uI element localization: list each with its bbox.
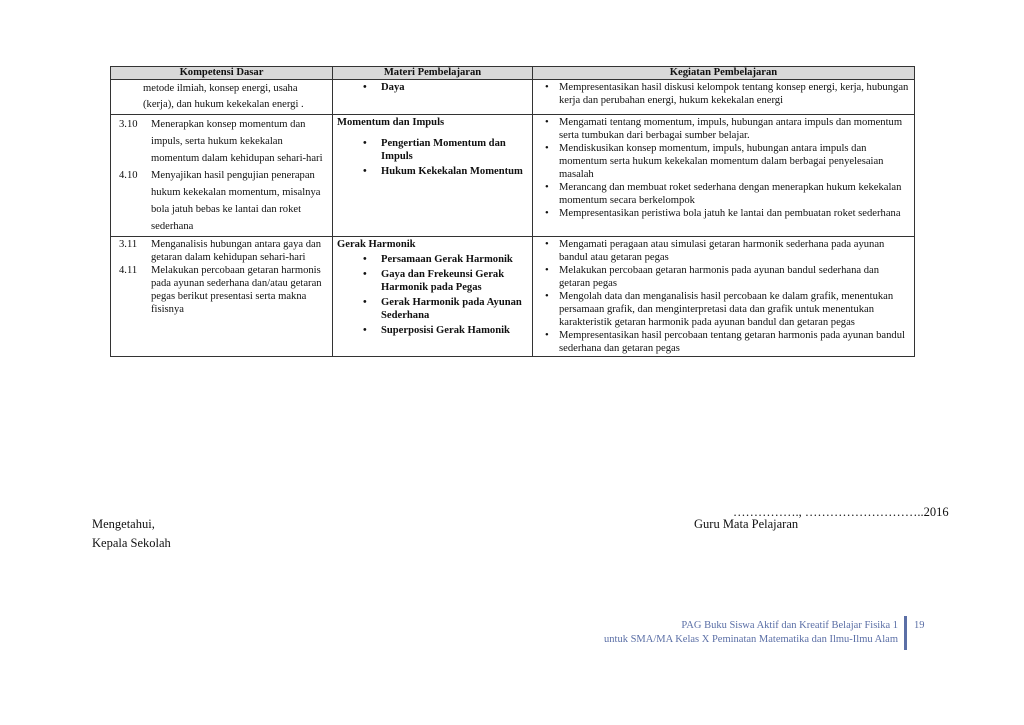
- materi-item: • Hukum Kekekalan Momentum: [337, 165, 528, 178]
- kd-cell: [111, 80, 333, 115]
- materi-item: • Persamaan Gerak Harmonik: [337, 253, 528, 266]
- header-materi-pembelajaran: Materi Pembelajaran: [333, 67, 533, 80]
- kd-number: 4.11: [119, 265, 138, 276]
- kd-item: [119, 264, 328, 316]
- kd-text: Menyajikan hasil pengujian penerapan hukum kekekalan momentum, misalnya bola jatuh bebas ke lantai dan roket sederhana: [151, 170, 321, 232]
- table-row: [111, 80, 915, 115]
- kegiatan-cell: [533, 237, 915, 357]
- kegiatan-item: • Melakukan percobaan getaran harmonis pada ayunan bandul sederhana dan getaran pegas: [537, 264, 910, 290]
- materi-item: • Gerak Harmonik pada Ayunan Sederhana: [337, 296, 528, 322]
- signature-acknowledged: Mengetahui,: [92, 517, 155, 531]
- kd-item: [119, 167, 328, 235]
- header-kompetensi-dasar: Kompetensi Dasar: [111, 67, 333, 80]
- signature-principal: Kepala Sekolah: [92, 536, 171, 550]
- kd-cell: [111, 115, 333, 237]
- signature-date-line: ……………., ………………………..2016: [733, 505, 949, 519]
- kegiatan-item: • Mengamati peragaan atau simulasi getaran harmonik sederhana pada ayunan bandul atau getaran pegas: [537, 238, 910, 264]
- kegiatan-item: • Merancang dan membuat roket sederhana dengan menerapkan hukum kekekalan momentum secara berkelompok: [537, 181, 910, 207]
- kegiatan-list: [537, 116, 910, 220]
- kegiatan-item: • Mendiskusikan konsep momentum, impuls, hubungan antara impuls dan momentum serta hukum kekekalan momentum dalam berbagai penyelesaian masalah: [537, 142, 910, 181]
- kegiatan-item: • Mempresentasikan hasil percobaan tentang getaran harmonis pada ayunan bandul sederhana dan getaran pegas: [537, 329, 910, 355]
- kegiatan-item: • Mempresentasikan hasil diskusi kelompok tentang konsep energi, kerja, hubungan kerja dan perubahan energi, hukum kekekalan energi: [537, 81, 910, 107]
- kegiatan-list: [537, 238, 910, 355]
- materi-cell: [333, 115, 533, 237]
- kd-text: Menganalisis hubungan antara gaya dan getaran dalam kehidupan sehari-hari: [151, 239, 322, 263]
- kd-item: [119, 238, 328, 264]
- kd-number: 3.11: [119, 239, 138, 250]
- materi-list: [337, 81, 528, 94]
- page-number: 19: [914, 620, 925, 631]
- kegiatan-item: • Mempresentasikan peristiwa bola jatuh ke lantai dan pembuatan roket sederhana: [537, 207, 910, 220]
- materi-list: [337, 137, 528, 178]
- learning-plan-table: [110, 66, 915, 357]
- table-header-row: [111, 67, 915, 80]
- materi-heading: Gerak Harmonik: [337, 239, 416, 250]
- footer-book-title: PAG Buku Siswa Aktif dan Kreatif Belajar Fisika 1: [681, 620, 898, 631]
- kd-text: Melakukan percobaan getaran harmonis pada ayunan sederhana dan/atau getaran pegas berikut presentasi serta makna fisisnya: [151, 265, 322, 315]
- kegiatan-item: • Mengolah data dan menganalisis hasil percobaan ke dalam grafik, menentukan persamaan grafik, dan menginterpretasi data dan grafik untuk menentukan karakteristik getaran harmonik pada ayunan bandul dan getaran pegas: [537, 290, 910, 329]
- header-kegiatan-pembelajaran: Kegiatan Pembelajaran: [533, 67, 915, 80]
- kd-number: 3.10: [119, 119, 138, 130]
- materi-heading: Momentum dan Impuls: [337, 117, 445, 128]
- kd-text: Menerapkan konsep momentum dan impuls, serta hukum kekekalan momentum dalam kehidupan sehari-hari: [151, 119, 323, 164]
- footer-book-subtitle: untuk SMA/MA Kelas X Peminatan Matematika dan Ilmu-Ilmu Alam: [604, 634, 898, 645]
- kd-text-line: (kerja), dan hukum kekekalan energi .: [143, 99, 304, 110]
- footer-divider: [904, 616, 907, 650]
- kegiatan-cell: [533, 115, 915, 237]
- materi-item: • Daya: [337, 81, 528, 94]
- table-row: [111, 115, 915, 237]
- materi-cell: [333, 80, 533, 115]
- materi-list: [337, 253, 528, 337]
- materi-item: • Gaya dan Frekeunsi Gerak Harmonik pada Pegas: [337, 268, 528, 294]
- kd-text-line: metode ilmiah, konsep energi, usaha: [143, 83, 298, 94]
- kegiatan-item: • Mengamati tentang momentum, impuls, hubungan antara impuls dan momentum serta tumbukan dari berbagai sumber belajar.: [537, 116, 910, 142]
- kd-number: 4.10: [119, 170, 138, 181]
- kegiatan-list: [537, 81, 910, 107]
- kd-cell: [111, 237, 333, 357]
- materi-cell: [333, 237, 533, 357]
- kd-item: [119, 116, 328, 167]
- kegiatan-cell: [533, 80, 915, 115]
- materi-item: • Superposisi Gerak Hamonik: [337, 324, 528, 337]
- materi-item: • Pengertian Momentum dan Impuls: [337, 137, 528, 163]
- signature-teacher: Guru Mata Pelajaran: [694, 517, 799, 531]
- table-row: [111, 237, 915, 357]
